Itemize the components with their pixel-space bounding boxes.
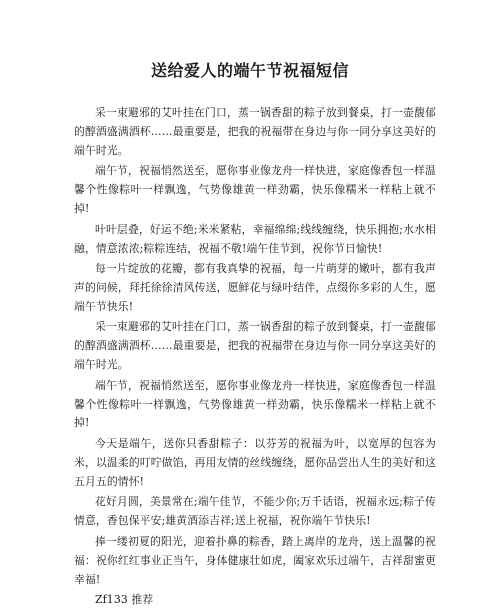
paragraph: 叶叶层叠，好运不绝;米米紧粘，幸福绵绵;线线缠绕，快乐拥抱;水水相融，情意浓浓;粽粽连结，祝福不敬!端午佳节到，祝你节日愉快! bbox=[74, 222, 436, 255]
paragraph: 今天是端午，送你只香甜粽子：以芬芳的祝福为叶，以宽厚的包容为米，以温柔的叮咛做馅，再用友情的丝线缠绕，愿你品尝出人生的美好和这五月五的情怀! bbox=[74, 436, 436, 488]
paragraph: 捧一缕初夏的阳光，迎着扑鼻的粽香，踏上离岸的龙舟，送上温馨的祝福：祝你红红事业正当午，身体健康壮如虎，阖家欢乐过端午，吉祥甜蜜更幸福! bbox=[74, 534, 436, 586]
document-title: 送给爱人的端午节祝福短信 bbox=[150, 61, 349, 80]
paragraph: 采一束避邪的艾叶挂在门口，蒸一锅香甜的粽子放到餐桌，打一壶馥郁的醇酒盛满酒杯……最重要是，把我的祝福带在身边与你一同分享这美好的端午时光。 bbox=[74, 320, 436, 372]
paragraph: 采一束避邪的艾叶挂在门口，蒸一锅香甜的粽子放到餐桌，打一壶馥郁的醇酒盛满酒杯……最重要是，把我的祝福带在身边与你一同分享这美好的端午时光。 bbox=[74, 106, 436, 157]
paragraph: 端午节，祝福悄然送至，愿你事业像龙舟一样快进，家庭像香包一样温馨个性像粽叶一样飘逸，气势像雄黄一样劲霸，快乐像糯米一样粘上就不掉! bbox=[74, 378, 436, 430]
paragraph: 花好月圆，美景常在;端午佳节，不能少你;万千话语，祝福永远;粽子传情意，香包保平安;雄黄酒添吉祥;送上祝福，祝你端午节快乐! bbox=[74, 495, 436, 528]
paragraph: 每一片绽放的花瓣，都有我真挚的祝福，每一片萌芽的嫩叶，都有我声声的问候，拜托徐徐清风传送，愿鲜花与绿叶结伴，点缀你多彩的人生，愿端午节快乐! bbox=[74, 262, 436, 313]
paragraph: 端午节，祝福悄然送至，愿你事业像龙舟一样快进，家庭像香包一样温馨个性像粽叶一样飘逸，气势像雄黄一样劲霸，快乐像糯米一样粘上就不掉! bbox=[74, 164, 436, 216]
source-footer: Zf133 推荐 bbox=[95, 593, 154, 606]
document-body bbox=[74, 104, 436, 610]
